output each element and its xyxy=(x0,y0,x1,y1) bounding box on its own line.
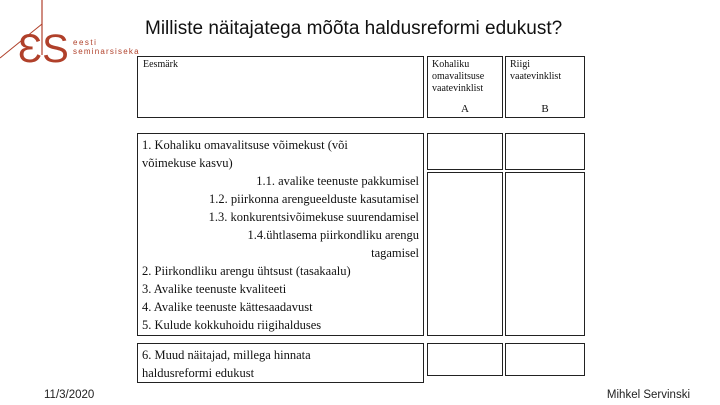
goal-item: 4. Avalike teenuste kättesaadavust xyxy=(142,300,313,314)
logo-mark: ƐS xyxy=(18,27,69,71)
goal-subitem: tagamisel xyxy=(371,246,419,260)
footer-date: 11/3/2020 xyxy=(44,389,95,401)
other-indicators-line1: 6. Muud näitajad, millega hinnata xyxy=(142,348,311,362)
other-indicators-cell xyxy=(137,343,424,383)
header-col-b-letter: B xyxy=(541,103,549,115)
goal-item: 5. Kulude kokkuhoidu riigihalduses xyxy=(142,318,322,332)
logo-line1: eesti xyxy=(73,38,98,47)
slide-title: Milliste näitajatega mõõta haldusreformi edukust? xyxy=(145,18,563,39)
logo xyxy=(0,0,140,80)
header-col-a-letter: A xyxy=(461,103,469,115)
goal-item: võimekuse kasvu) xyxy=(142,156,233,170)
goal-item: 3. Avalike teenuste kvaliteeti xyxy=(142,282,287,296)
other-indicators-line2: haldusreformi edukust xyxy=(142,366,255,380)
last-col-a-cell[interactable] xyxy=(427,343,503,376)
goal-subitem: 1.2. piirkonna arengueelduste kasutamisel xyxy=(208,192,419,206)
goal-subitem: 1.1. avalike teenuste pakkumisel xyxy=(256,174,419,188)
header-goal-cell xyxy=(137,56,424,118)
last-col-b-cell[interactable] xyxy=(505,343,585,376)
logo-graphic xyxy=(0,0,140,80)
goal-subitem: 1.4.ühtlasema piirkondliku arengu xyxy=(247,228,419,242)
logo-line2: seminarsiseka xyxy=(73,47,140,56)
goal-subitem: 1.3. konkurentsivõimekuse suurendamisel xyxy=(208,210,419,224)
goal-item: 2. Piirkondliku arengu ühtsust (tasakaalu) xyxy=(142,264,351,278)
header-col-a-cell xyxy=(427,56,503,118)
header-col-a-label: Kohaliku omavalitsuse vaatevinklist xyxy=(432,59,485,94)
main-col-a-cell-lower[interactable] xyxy=(427,172,503,336)
header-goal-label: Eesmärk xyxy=(143,59,178,70)
main-col-a-cell[interactable] xyxy=(427,133,503,170)
main-col-b-cell[interactable] xyxy=(505,133,585,170)
goals-list-cell xyxy=(137,133,424,336)
header-col-b-label: Riigi vaatevinklist xyxy=(510,59,562,82)
goals-list xyxy=(138,136,423,334)
goal-item: 1. Kohaliku omavalitsuse võimekust (või xyxy=(142,138,348,152)
header-col-b-cell xyxy=(505,56,585,118)
main-col-b-cell-lower[interactable] xyxy=(505,172,585,336)
footer-author: Mihkel Servinski xyxy=(606,389,690,401)
